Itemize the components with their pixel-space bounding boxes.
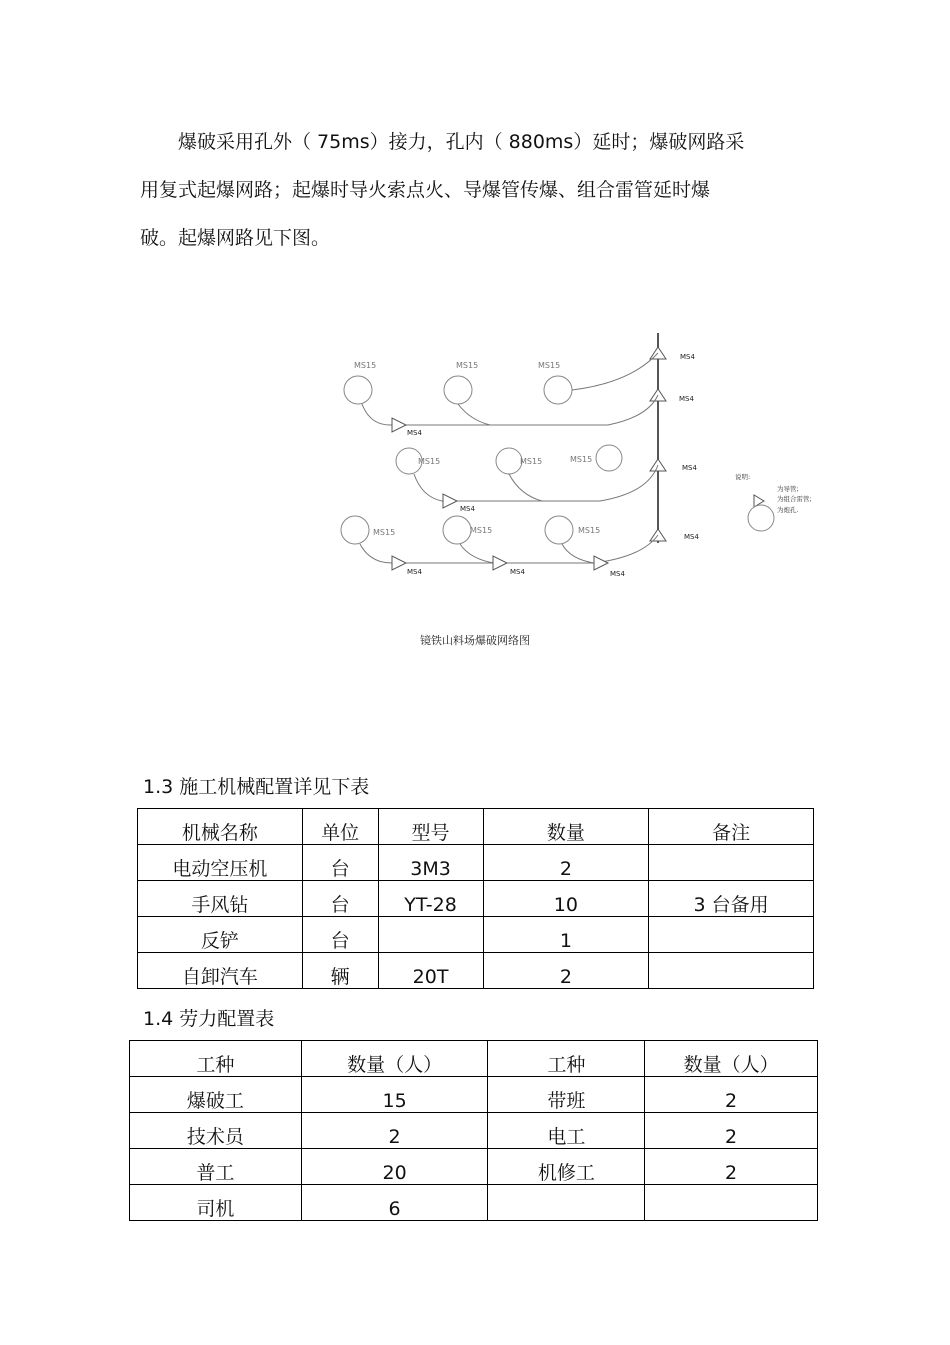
header-cell: 备注 [649, 809, 814, 845]
trunk-label-2: MS4 [679, 395, 694, 403]
row2-connector [414, 465, 658, 501]
table-cell [378, 917, 483, 953]
row2-label: MS4 [460, 505, 475, 513]
table-row [130, 1113, 818, 1149]
legend-hole-icon [748, 505, 774, 531]
table-cell: 2 [301, 1113, 488, 1149]
table-cell: 3M3 [378, 845, 483, 881]
table-cell: 爆破工 [130, 1077, 302, 1113]
header-cell: 型号 [378, 809, 483, 845]
table-cell: 2 [483, 845, 649, 881]
blast-hole [596, 445, 622, 471]
table-row [138, 845, 814, 881]
table-cell: 1 [483, 917, 649, 953]
row3-detonator [493, 556, 507, 570]
hole-delay-label: MS15 [373, 528, 396, 537]
row3-label: MS4 [407, 568, 422, 576]
table-cell: YT-28 [378, 881, 483, 917]
row3-detonator [392, 556, 406, 570]
table-cell: 司机 [130, 1185, 302, 1221]
table-cell: 反铲 [138, 917, 303, 953]
hole-delay-label: MS15 [470, 526, 493, 535]
header-cell: 机械名称 [138, 809, 303, 845]
paragraph-line-2: 用复式起爆网路；起爆时导火索点火、导爆管传爆、组合雷管延时爆 [140, 179, 711, 201]
trunk-label-3: MS4 [682, 464, 697, 472]
header-cell: 数量（人） [301, 1041, 488, 1077]
row1-detonator [392, 418, 406, 432]
table-header-row [138, 809, 814, 845]
table-cell: 20 [301, 1149, 488, 1185]
table-cell: 自卸汽车 [138, 953, 303, 989]
intro-paragraph [140, 118, 800, 262]
hole-delay-label: MS15 [570, 455, 593, 464]
row2-detonator [443, 494, 457, 508]
table-row [138, 953, 814, 989]
table-cell: 技术员 [130, 1113, 302, 1149]
table-cell: 10 [483, 881, 649, 917]
hole-delay-label: MS15 [538, 361, 561, 370]
labor-table [129, 1040, 818, 1221]
header-cell: 工种 [130, 1041, 302, 1077]
header-cell: 数量 [483, 809, 649, 845]
row1-label: MS4 [407, 429, 422, 437]
table-row [138, 917, 814, 953]
blast-hole [341, 516, 369, 544]
row1-branch [458, 404, 490, 425]
table-cell: 机修工 [488, 1149, 645, 1185]
row3-label: MS4 [510, 568, 525, 576]
table-row [130, 1149, 818, 1185]
trunk-label-4: MS4 [684, 533, 699, 541]
table-cell: 2 [645, 1113, 818, 1149]
row3-detonator [594, 556, 608, 570]
machinery-table [137, 808, 814, 989]
table-cell [645, 1185, 818, 1221]
table-cell: 台 [302, 917, 378, 953]
header-cell: 单位 [302, 809, 378, 845]
row1-branch [572, 353, 658, 390]
blasting-network-diagram [330, 325, 830, 590]
table-cell [649, 845, 814, 881]
legend-title: 说明: [735, 473, 751, 481]
header-cell: 工种 [488, 1041, 645, 1077]
table-cell: 2 [483, 953, 649, 989]
table-cell: 台 [302, 845, 378, 881]
table-cell: 带班 [488, 1077, 645, 1113]
table-row [130, 1185, 818, 1221]
table-cell: 20T [378, 953, 483, 989]
legend-item-1: 为导管; [777, 485, 799, 493]
row3-branch [562, 544, 594, 563]
table-cell: 6 [301, 1185, 488, 1221]
table-row [138, 881, 814, 917]
row3-branch [460, 544, 494, 563]
blast-hole [496, 448, 522, 474]
hole-delay-label: MS15 [418, 457, 441, 466]
table-cell: 15 [301, 1077, 488, 1113]
table-cell: 2 [645, 1077, 818, 1113]
section-1-4-heading: 1.4 劳力配置表 [143, 1008, 275, 1030]
trunk-label-1: MS4 [680, 353, 695, 361]
blast-hole [443, 516, 471, 544]
row1-connector [362, 395, 658, 425]
hole-delay-label: MS15 [354, 361, 377, 370]
table-cell: 手风钻 [138, 881, 303, 917]
blast-hole [545, 516, 573, 544]
legend-item-2: 为组合雷管; [777, 495, 812, 503]
hole-delay-label: MS15 [520, 457, 543, 466]
table-cell: 2 [645, 1149, 818, 1185]
table-cell: 电工 [488, 1113, 645, 1149]
row3-connector [360, 535, 658, 563]
blast-hole [544, 376, 572, 404]
table-cell: 普工 [130, 1149, 302, 1185]
table-header-row [130, 1041, 818, 1077]
section-1-3-heading: 1.3 施工机械配置详见下表 [143, 776, 370, 798]
legend-item-3: 为炮孔. [777, 506, 799, 514]
table-cell [649, 917, 814, 953]
diagram-caption: 镜铁山料场爆破网络图 [420, 634, 530, 647]
row2-branch [509, 474, 542, 501]
paragraph-line-3: 破。起爆网路见下图。 [140, 227, 331, 249]
table-cell [488, 1185, 645, 1221]
blast-hole [344, 376, 372, 404]
table-row [130, 1077, 818, 1113]
row3-label: MS4 [610, 570, 625, 578]
hole-delay-label: MS15 [578, 526, 601, 535]
table-cell [649, 953, 814, 989]
table-cell: 电动空压机 [138, 845, 303, 881]
header-cell: 数量（人） [645, 1041, 818, 1077]
table-cell: 台 [302, 881, 378, 917]
table-cell: 3 台备用 [649, 881, 814, 917]
blast-hole [444, 376, 472, 404]
table-cell: 辆 [302, 953, 378, 989]
hole-delay-label: MS15 [456, 361, 479, 370]
paragraph-line-1: 爆破采用孔外（ 75ms）接力，孔内（ 880ms）延时；爆破网路采 [178, 131, 745, 153]
